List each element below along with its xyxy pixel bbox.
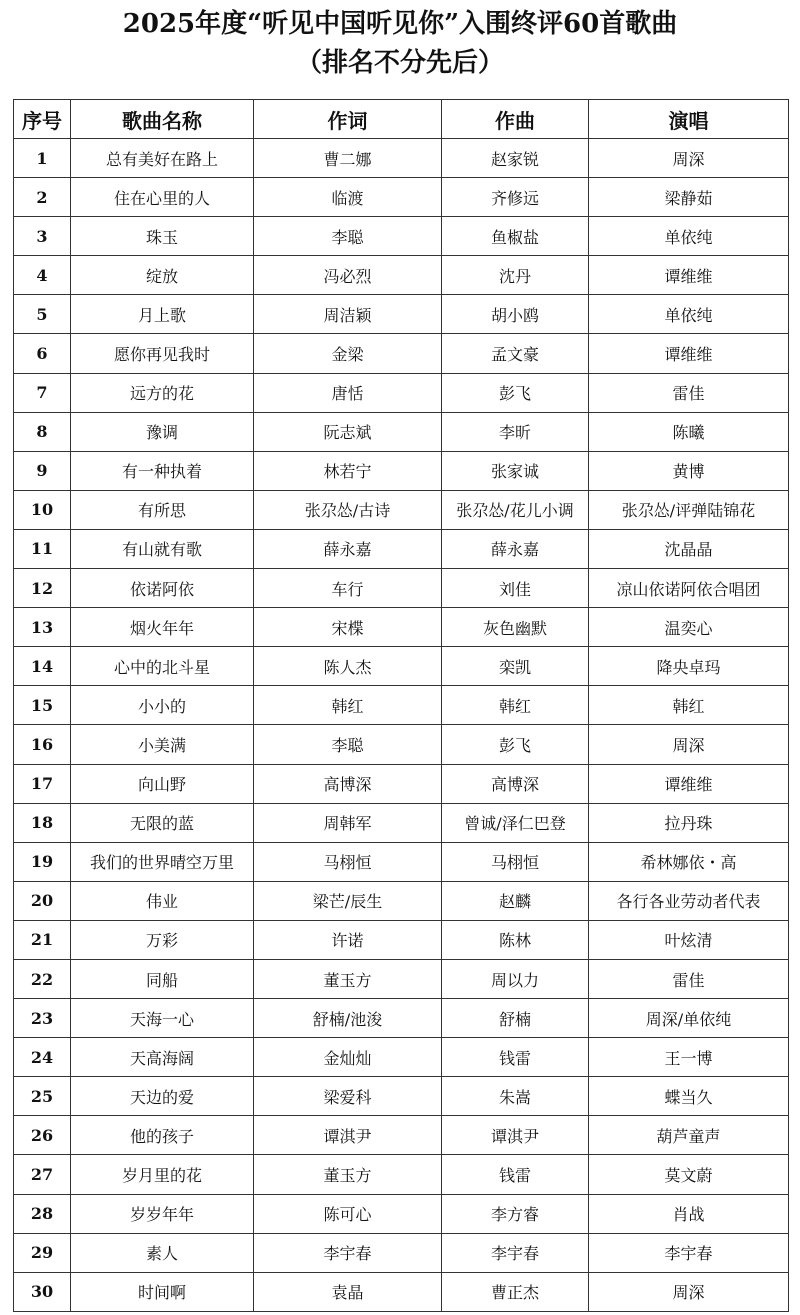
cell-lyricist: 马栩恒 <box>254 842 442 881</box>
cell-lyricist: 林若宁 <box>254 451 442 490</box>
cell-lyricist: 陈人杰 <box>254 647 442 686</box>
cell-lyricist: 唐恬 <box>254 373 442 412</box>
cell-composer: 陈林 <box>442 920 589 959</box>
cell-song-title: 珠玉 <box>71 217 254 256</box>
cell-number: 5 <box>14 295 71 334</box>
cell-composer: 朱嵩 <box>442 1077 589 1116</box>
cell-singer: 单依纯 <box>589 295 789 334</box>
cell-number: 9 <box>14 451 71 490</box>
cell-song-title: 豫调 <box>71 412 254 451</box>
table-row <box>14 1194 789 1233</box>
cell-lyricist: 车行 <box>254 569 442 608</box>
table-row <box>14 451 789 490</box>
cell-singer: 李宇春 <box>589 1233 789 1272</box>
cell-song-title: 岁岁年年 <box>71 1194 254 1233</box>
cell-number: 13 <box>14 608 71 647</box>
cell-lyricist: 曹二娜 <box>254 139 442 178</box>
cell-singer: 各行各业劳动者代表 <box>589 881 789 920</box>
cell-singer: 沈晶晶 <box>589 529 789 568</box>
cell-lyricist: 周洁颖 <box>254 295 442 334</box>
cell-singer: 谭维维 <box>589 256 789 295</box>
cell-composer: 谭淇尹 <box>442 1116 589 1155</box>
cell-lyricist: 冯必烈 <box>254 256 442 295</box>
cell-lyricist: 李聪 <box>254 725 442 764</box>
cell-composer: 曾诚/泽仁巴登 <box>442 803 589 842</box>
cell-composer: 沈丹 <box>442 256 589 295</box>
table-body <box>14 139 789 1312</box>
cell-song-title: 同船 <box>71 959 254 998</box>
cell-singer: 凉山依诺阿依合唱团 <box>589 569 789 608</box>
table-row <box>14 608 789 647</box>
cell-composer: 高博深 <box>442 764 589 803</box>
cell-singer: 雷佳 <box>589 373 789 412</box>
cell-composer: 赵麟 <box>442 881 589 920</box>
table-row <box>14 569 789 608</box>
cell-composer: 薛永嘉 <box>442 529 589 568</box>
table-row <box>14 999 789 1038</box>
cell-number: 22 <box>14 959 71 998</box>
table-row <box>14 490 789 529</box>
cell-song-title: 小小的 <box>71 686 254 725</box>
table-row <box>14 1233 789 1272</box>
cell-singer: 单依纯 <box>589 217 789 256</box>
cell-singer: 肖战 <box>589 1194 789 1233</box>
cell-number: 28 <box>14 1194 71 1233</box>
cell-song-title: 时间啊 <box>71 1272 254 1311</box>
cell-singer: 谭维维 <box>589 334 789 373</box>
table-row <box>14 217 789 256</box>
cell-lyricist: 谭淇尹 <box>254 1116 442 1155</box>
table-row <box>14 178 789 217</box>
table-row <box>14 842 789 881</box>
cell-singer: 周深 <box>589 139 789 178</box>
cell-singer: 王一博 <box>589 1038 789 1077</box>
cell-composer: 钱雷 <box>442 1155 589 1194</box>
cell-number: 24 <box>14 1038 71 1077</box>
cell-singer: 雷佳 <box>589 959 789 998</box>
cell-singer: 温奕心 <box>589 608 789 647</box>
cell-singer: 葫芦童声 <box>589 1116 789 1155</box>
cell-song-title: 有一种执着 <box>71 451 254 490</box>
cell-composer: 周以力 <box>442 959 589 998</box>
cell-lyricist: 金灿灿 <box>254 1038 442 1077</box>
cell-composer: 鱼椒盐 <box>442 217 589 256</box>
column-header-lyricist: 作词 <box>254 100 442 139</box>
cell-composer: 韩红 <box>442 686 589 725</box>
cell-song-title: 远方的花 <box>71 373 254 412</box>
cell-song-title: 住在心里的人 <box>71 178 254 217</box>
table-row <box>14 373 789 412</box>
cell-singer: 黄博 <box>589 451 789 490</box>
table-row <box>14 959 789 998</box>
table-header-row <box>14 100 789 139</box>
cell-number: 10 <box>14 490 71 529</box>
cell-number: 4 <box>14 256 71 295</box>
cell-composer: 彭飞 <box>442 373 589 412</box>
cell-lyricist: 韩红 <box>254 686 442 725</box>
cell-lyricist: 临渡 <box>254 178 442 217</box>
cell-singer: 陈曦 <box>589 412 789 451</box>
cell-song-title: 愿你再见我时 <box>71 334 254 373</box>
cell-song-title: 伟业 <box>71 881 254 920</box>
cell-composer: 张家诚 <box>442 451 589 490</box>
cell-singer: 希林娜依・高 <box>589 842 789 881</box>
cell-song-title: 天边的爱 <box>71 1077 254 1116</box>
cell-song-title: 依诺阿依 <box>71 569 254 608</box>
cell-lyricist: 舒楠/池浚 <box>254 999 442 1038</box>
cell-composer: 胡小鸥 <box>442 295 589 334</box>
cell-song-title: 烟火年年 <box>71 608 254 647</box>
cell-composer: 栾凯 <box>442 647 589 686</box>
cell-number: 17 <box>14 764 71 803</box>
cell-lyricist: 袁晶 <box>254 1272 442 1311</box>
cell-singer: 莫文蔚 <box>589 1155 789 1194</box>
cell-singer: 降央卓玛 <box>589 647 789 686</box>
cell-number: 1 <box>14 139 71 178</box>
cell-composer: 李方睿 <box>442 1194 589 1233</box>
column-header-song-title: 歌曲名称 <box>71 100 254 139</box>
cell-number: 14 <box>14 647 71 686</box>
cell-lyricist: 周韩军 <box>254 803 442 842</box>
table-row <box>14 256 789 295</box>
cell-number: 26 <box>14 1116 71 1155</box>
page-title: 2025年度“听见中国听见你”入围终评60首歌曲 <box>122 9 678 39</box>
cell-lyricist: 董玉方 <box>254 1155 442 1194</box>
cell-singer: 叶炫清 <box>589 920 789 959</box>
cell-song-title: 万彩 <box>71 920 254 959</box>
cell-singer: 周深 <box>589 1272 789 1311</box>
cell-number: 20 <box>14 881 71 920</box>
cell-composer: 灰色幽默 <box>442 608 589 647</box>
cell-number: 3 <box>14 217 71 256</box>
cell-lyricist: 陈可心 <box>254 1194 442 1233</box>
table-row <box>14 1077 789 1116</box>
cell-singer: 拉丹珠 <box>589 803 789 842</box>
cell-composer: 孟文豪 <box>442 334 589 373</box>
cell-composer: 刘佳 <box>442 569 589 608</box>
cell-number: 25 <box>14 1077 71 1116</box>
table-row <box>14 881 789 920</box>
cell-song-title: 绽放 <box>71 256 254 295</box>
table-row <box>14 295 789 334</box>
page-subtitle: （排名不分先后） <box>295 48 504 78</box>
cell-number: 16 <box>14 725 71 764</box>
cell-singer: 韩红 <box>589 686 789 725</box>
cell-composer: 张尕怂/花儿小调 <box>442 490 589 529</box>
cell-number: 21 <box>14 920 71 959</box>
table-row <box>14 647 789 686</box>
table-row <box>14 1272 789 1311</box>
cell-lyricist: 梁芒/辰生 <box>254 881 442 920</box>
column-header-singer: 演唱 <box>589 100 789 139</box>
cell-lyricist: 阮志斌 <box>254 412 442 451</box>
cell-song-title: 总有美好在路上 <box>71 139 254 178</box>
cell-lyricist: 李聪 <box>254 217 442 256</box>
cell-composer: 李宇春 <box>442 1233 589 1272</box>
table-row <box>14 725 789 764</box>
cell-song-title: 月上歌 <box>71 295 254 334</box>
cell-composer: 舒楠 <box>442 999 589 1038</box>
cell-singer: 谭维维 <box>589 764 789 803</box>
cell-song-title: 心中的北斗星 <box>71 647 254 686</box>
cell-lyricist: 梁爱科 <box>254 1077 442 1116</box>
cell-number: 2 <box>14 178 71 217</box>
cell-lyricist: 张尕怂/古诗 <box>254 490 442 529</box>
cell-song-title: 素人 <box>71 1233 254 1272</box>
cell-song-title: 小美满 <box>71 725 254 764</box>
cell-singer: 蝶当久 <box>589 1077 789 1116</box>
column-header-composer: 作曲 <box>442 100 589 139</box>
cell-number: 29 <box>14 1233 71 1272</box>
cell-number: 19 <box>14 842 71 881</box>
cell-number: 6 <box>14 334 71 373</box>
cell-lyricist: 董玉方 <box>254 959 442 998</box>
cell-number: 8 <box>14 412 71 451</box>
cell-song-title: 岁月里的花 <box>71 1155 254 1194</box>
cell-lyricist: 许诺 <box>254 920 442 959</box>
table-row <box>14 1155 789 1194</box>
cell-number: 30 <box>14 1272 71 1311</box>
table-row <box>14 139 789 178</box>
cell-lyricist: 金梁 <box>254 334 442 373</box>
cell-lyricist: 薛永嘉 <box>254 529 442 568</box>
cell-number: 27 <box>14 1155 71 1194</box>
cell-singer: 梁静茹 <box>589 178 789 217</box>
cell-number: 7 <box>14 373 71 412</box>
column-header-number: 序号 <box>14 100 71 139</box>
cell-composer: 曹正杰 <box>442 1272 589 1311</box>
table-row <box>14 686 789 725</box>
cell-singer: 周深/单依纯 <box>589 999 789 1038</box>
cell-number: 23 <box>14 999 71 1038</box>
cell-lyricist: 高博深 <box>254 764 442 803</box>
song-table <box>13 99 789 1312</box>
cell-song-title: 无限的蓝 <box>71 803 254 842</box>
cell-lyricist: 李宇春 <box>254 1233 442 1272</box>
cell-song-title: 向山野 <box>71 764 254 803</box>
cell-number: 15 <box>14 686 71 725</box>
table-row <box>14 1038 789 1077</box>
cell-number: 12 <box>14 569 71 608</box>
cell-number: 11 <box>14 529 71 568</box>
cell-composer: 赵家锐 <box>442 139 589 178</box>
table-row <box>14 1116 789 1155</box>
cell-lyricist: 宋楪 <box>254 608 442 647</box>
cell-composer: 齐修远 <box>442 178 589 217</box>
cell-song-title: 有所思 <box>71 490 254 529</box>
cell-composer: 李昕 <box>442 412 589 451</box>
cell-singer: 周深 <box>589 725 789 764</box>
cell-composer: 彭飞 <box>442 725 589 764</box>
table-row <box>14 764 789 803</box>
table-row <box>14 334 789 373</box>
table-row <box>14 920 789 959</box>
cell-singer: 张尕怂/评弹陆锦花 <box>589 490 789 529</box>
cell-composer: 马栩恒 <box>442 842 589 881</box>
cell-song-title: 有山就有歌 <box>71 529 254 568</box>
cell-song-title: 天海一心 <box>71 999 254 1038</box>
cell-song-title: 我们的世界晴空万里 <box>71 842 254 881</box>
table-row <box>14 412 789 451</box>
table-row <box>14 803 789 842</box>
cell-song-title: 天高海阔 <box>71 1038 254 1077</box>
cell-composer: 钱雷 <box>442 1038 589 1077</box>
table-row <box>14 529 789 568</box>
cell-song-title: 他的孩子 <box>71 1116 254 1155</box>
cell-number: 18 <box>14 803 71 842</box>
